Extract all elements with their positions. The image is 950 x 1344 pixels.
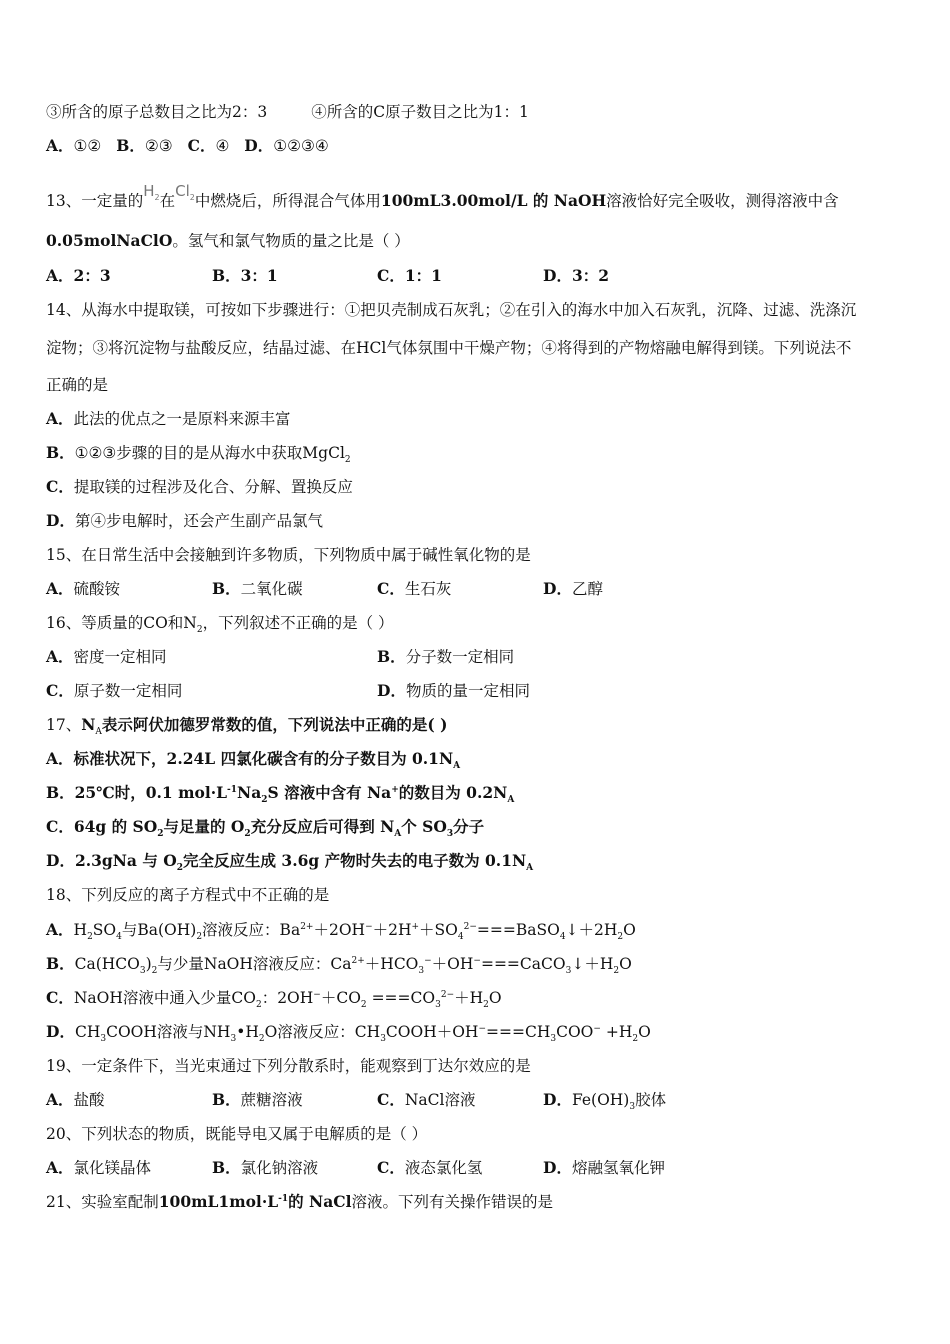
q15-option-d[interactable] [543,578,603,600]
q17-option-d[interactable] [46,850,533,872]
q20-stem: 20、下列状态的物质，既能导电又属于电解质的是（ ） [46,1125,428,1143]
q12-option-c: ④ [215,137,230,155]
q19-stem: 19、一定条件下，当光束通过下列分散系时，能观察到丁达尔效应的是 [46,1057,531,1075]
q13-option-d[interactable] [543,265,609,287]
q17-option-a[interactable] [46,748,460,770]
q16-stem-a: 16、等质量的CO和N [46,614,197,632]
q17-option-c-s1: 2 [157,829,164,840]
q17-option-d-s2: A [526,863,534,874]
q16-option-b-label: B． [377,647,406,666]
q17-option-c-t4: 个 SO [401,817,447,836]
q13-option-c[interactable] [377,265,442,287]
q17-option-b[interactable] [46,782,514,804]
h2-symbol: H [143,182,155,200]
q13-text-1: 一定量的 [81,192,144,210]
q17-na-sub: A [95,727,102,738]
q18-equation-d: $CH_3COOH$溶液与$NH_3•H_2O$溶液反应：$CH_3COOH+OH^-===CH_3COO^- +H_2O$ [74,1023,651,1045]
q20-option-d-label: D． [543,1158,572,1177]
q20-option-a[interactable] [46,1157,151,1179]
q12-option-a: ①② [73,137,102,155]
q12-option-a-label: A． [46,136,74,155]
q16-stem-b: ，下列叙述不正确的是（ ） [202,614,394,632]
q16-stem-sub: 2 [196,625,203,636]
q18-option-c-label: C． [46,988,74,1007]
q13-option-c-text: 1：1 [404,266,442,285]
q18-stem: 18、下列反应的离子方程式中不正确的是 [46,886,330,904]
q13-option-a-label: A． [46,266,74,285]
q20-option-d[interactable] [543,1157,665,1179]
q16-option-d-text: 物质的量一定相同 [405,682,530,700]
q17-stem-rest: 表示阿伏加德罗常数的值，下列说法中正确的是( ) [101,715,448,734]
q12-items [46,101,529,123]
q17-option-c-s2: 2 [244,829,251,840]
q17-option-b-sub2: 2 [261,795,268,806]
q13-option-b-text: 3：1 [240,266,278,285]
q12-option-c-label: C． [187,136,216,155]
q19-option-d-sub: 3 [629,1102,636,1113]
q17-option-a-label: A． [46,749,74,768]
q19-option-c-text: NaCl溶液 [404,1091,476,1109]
q12-options [46,135,329,157]
q13-stem-line2 [46,230,410,252]
q13-option-c-label: C． [377,266,405,285]
q16-option-c-label: C． [46,681,74,700]
q14-stem-line2: 淀物；③将沉淀物与盐酸反应，结晶过滤、在HCl气体氛围中干燥产物；④将得到的产物熔融电解得到镁。下列说法不 [46,339,852,357]
q14-option-a-label: A． [46,409,74,428]
q20-option-b[interactable] [212,1157,318,1179]
q20-option-b-text: 氯化钠溶液 [240,1159,319,1177]
q13-option-d-label: D． [543,266,572,285]
q21-stem [46,1191,553,1213]
q15-option-d-text: 乙醇 [571,580,603,598]
q19-option-b-text: 蔗糖溶液 [240,1091,303,1109]
q17-stem [46,714,447,736]
q17-option-c-label: C． [46,817,74,836]
q20-option-d-text: 熔融氢氧化钾 [571,1159,665,1177]
q19-option-d-tail: 胶体 [635,1091,667,1109]
q16-stem [46,612,394,634]
q13-text-4: 100mL3.00mol/L 的 NaOH [380,191,607,210]
q12-option-b-label: B． [116,136,145,155]
cl2-symbol: Cl [175,182,190,200]
q14-option-b-label: B． [46,443,75,462]
q18-option-b[interactable] [46,953,632,975]
h2-subscript: 2 [154,193,160,202]
q14-option-c-label: C． [46,477,74,496]
q15-option-a-text: 硫酸铵 [73,580,121,598]
q18-option-a[interactable] [46,919,636,941]
q14-option-b-sub: 2 [344,455,351,466]
q15-stem: 15、在日常生活中会接触到许多物质，下列物质中属于碱性氧化物的是 [46,546,531,564]
q19-option-b[interactable] [212,1089,303,1111]
q13-option-a-text: 2：3 [73,266,111,285]
q17-option-d-t2: 完全反应生成 3.6g 产物时失去的电子数为 0.1N [183,851,527,870]
q14-option-a-text: 此法的优点之一是原料来源丰富 [73,410,291,428]
q13-text-5: 溶液恰好完全吸收，测得溶液中含 [606,192,839,210]
q15-option-c-text: 生石灰 [404,580,452,598]
q17-option-b-sub4: A [507,795,515,806]
q19-option-d-label: D． [543,1090,572,1109]
q13-text-3: 中燃烧后，所得混合气体用 [194,192,381,210]
q19-option-a-label: A． [46,1090,74,1109]
q14-stem-line3: 正确的是 [46,376,109,394]
cl2-subscript: 2 [189,193,195,202]
q14-option-d[interactable] [46,510,323,532]
q13-option-b-label: B． [212,266,241,285]
q18-option-d[interactable] [46,1021,651,1043]
q15-option-b[interactable] [212,578,303,600]
q18-option-c[interactable] [46,987,502,1009]
q19-option-d[interactable] [543,1089,666,1111]
q15-option-d-label: D． [543,579,572,598]
q16-option-a-text: 密度一定相同 [73,648,167,666]
q19-option-c[interactable] [377,1089,475,1111]
q20-option-a-text: 氯化镁晶体 [73,1159,152,1177]
q14-option-b-text: ①②③步骤的目的是从海水中获取MgCl [74,444,345,462]
q17-option-b-sup3: + [391,784,399,795]
q17-option-c-s3: A [394,829,402,840]
q13-stem [46,180,839,212]
q17-option-a-text: 标准状况下，2.24L 四氯化碳含有的分子数目为 0.1N [73,749,454,768]
q14-option-a[interactable] [46,408,291,430]
q21-text-4: 溶液。下列有关操作错误的是 [351,1193,553,1211]
q17-na: N [81,715,96,734]
q19-option-d-text: Fe(OH) [571,1091,630,1109]
q14-stem-line1: 14、从海水中提取镁，可按如下步骤进行：①把贝壳制成石灰乳；②在引入的海水中加入石灰乳，沉降、过滤、洗涤沉 [46,301,857,319]
q17-option-b-t1: 25℃时，0.1 mol·L [74,783,228,802]
q20-option-b-label: B． [212,1158,241,1177]
q17-option-b-t3: S 溶液中含有 Na [267,783,392,802]
q17-option-d-label: D． [46,851,75,870]
q15-option-c[interactable] [377,578,451,600]
q15-option-b-label: B． [212,579,241,598]
q17-option-c-t1: 64g 的 SO [73,817,158,836]
q18-option-a-label: A． [46,920,74,939]
q20-option-c-text: 液态氯化氢 [404,1159,483,1177]
q13-option-b[interactable] [212,265,278,287]
q16-option-c-text: 原子数一定相同 [73,682,183,700]
q17-option-b-label: B． [46,783,75,802]
q17-option-b-sup1: -1 [227,784,238,795]
q18-option-d-label: D． [46,1022,75,1041]
q14-option-d-text: 第④步电解时，还会产生副产品氯气 [74,512,323,530]
q17-option-c-t5: 分子 [453,817,485,836]
q14-option-c[interactable] [46,476,353,498]
q16-option-c[interactable] [46,680,182,702]
q13-option-a[interactable] [46,265,111,287]
q21-sup: -1 [278,1193,289,1204]
q21-text-1: 实验室配制 [81,1193,159,1211]
q21-text-3: 的 NaCl [288,1192,352,1211]
q17-option-d-t1: 2.3gNa 与 O [74,851,177,870]
q16-option-b-text: 分子数一定相同 [405,648,515,666]
q13-number: 13、 [46,192,82,210]
q20-option-c[interactable] [377,1157,482,1179]
q17-option-c-s4: 3 [446,829,454,840]
q13-option-d-text: 3：2 [571,266,610,285]
q14-option-c-text: 提取镁的过程涉及化合、分解、置换反应 [73,478,353,496]
q16-option-b[interactable] [377,646,514,668]
q19-option-c-label: C． [377,1090,405,1109]
q20-option-a-label: A． [46,1158,74,1177]
q21-number: 21、 [46,1193,82,1211]
q17-option-c-t2: 与足量的 O [163,817,245,836]
q17-number: 17、 [46,716,82,734]
q13-naclo: 0.05molNaClO [46,231,173,250]
q20-option-c-label: C． [377,1158,405,1177]
q16-option-a[interactable] [46,646,167,668]
q13-text-2: 在 [159,192,176,210]
q19-option-a-text: 盐酸 [73,1091,105,1109]
q19-option-a[interactable] [46,1089,105,1111]
q21-text-2: 100mL1mol·L [158,1192,279,1211]
q18-option-b-label: B． [46,954,75,973]
q15-option-c-label: C． [377,579,405,598]
q18-equation-b: $Ca(HCO_3)_2$与少量NaOH溶液反应：$Ca^{2+}+HCO_3^-+OH^-===CaCO_3↓+H_2O$ [74,955,632,977]
q17-option-c-t3: 充分反应后可得到 N [250,817,395,836]
q17-option-b-t4: 的数目为 0.2N [398,783,508,802]
q16-option-a-label: A． [46,647,74,666]
q18-equation-c: NaOH溶液中通入少量$CO_2$：$2OH^-+CO_2 ===CO_3^{2-}+H_2O$ [73,989,502,1011]
q15-option-a-label: A． [46,579,74,598]
q13-question: 。氢气和氯气物质的量之比是（ ） [172,232,410,250]
q12-option-d-label: D． [244,136,274,155]
q15-option-a[interactable] [46,578,120,600]
q12-item4: ④所含的C原子数目之比为1：1 [311,103,529,121]
q12-option-d: ①②③④ [273,137,329,155]
cl2-formula [175,182,195,200]
q12-item3: ③所含的原子总数目之比为2：3 [46,103,268,121]
q19-option-b-label: B． [212,1090,241,1109]
q17-option-b-t2: Na [237,783,262,802]
q12-option-b: ②③ [144,137,173,155]
q17-option-c[interactable] [46,816,484,838]
q14-option-b[interactable] [46,442,351,464]
q14-option-d-label: D． [46,511,75,530]
q16-option-d-label: D． [377,681,406,700]
q15-option-b-text: 二氧化碳 [240,580,303,598]
q16-option-d[interactable] [377,680,530,702]
q17-option-a-sub: A [453,761,461,772]
q17-option-d-s1: 2 [176,863,184,874]
h2-formula [143,182,159,200]
q18-equation-a: $H_2SO_4$与$Ba(OH)_2$溶液反应：$Ba^{2+}+2OH^-+2H^++SO_4^{2-}===BaSO_4↓+2H_2O$ [73,921,636,943]
